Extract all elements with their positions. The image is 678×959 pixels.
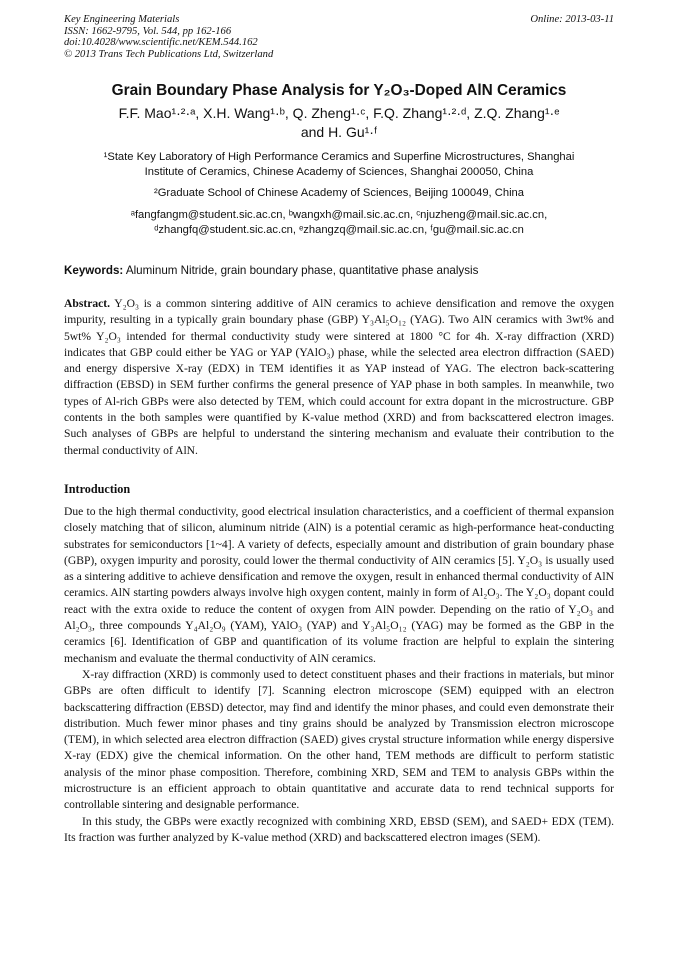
journal-header — [64, 14, 614, 60]
authors-line-2: and H. Gu¹·ᶠ — [300, 124, 378, 140]
abstract-label: Abstract. — [64, 297, 111, 310]
intro-paragraph-1: Due to the high thermal conductivity, good electrical insulation characteristics, and a coefficient of thermal expansion closely matching that of silicon, aluminum nitride (AlN) is a potential ceramic as high-performance heat-conducting substrates for semiconductors [1~4]. A variety of defects, especially amount and distribution of grain boundary phase (GBP), oxygen impurity and porosity, could lower the thermal conductivity of AlN ceramics [5]. Y₂O₃ is usually used as a sintering additive to achieve densification and remove the oxygen, result in enhanced thermal conductivity of AlN ceramics. AlN starting powders always involve high oxygen content, mainly in form of Al₂O₃. The Y₂O₃ dopant could react with the extra oxide to reduce the content of oxygen from AlN powder. Depending on the ratio of Y₂O₃ and Al₂O₃, three compounds Y₄Al₂O₉ (YAM), YAlO₃ (YAP) and Y₃Al₅O₁₂ (YAG) may be formed as the GBP in the ceramics [6]. Identification of GBP and quantification of its volume fraction are helpful to explain the sintering mechanism and evaluate the thermal conductivity of AlN ceramics. — [64, 505, 614, 665]
keywords-text: Aluminum Nitride, grain boundary phase, quantitative phase analysis — [125, 264, 479, 277]
authors-line-1: F.F. Mao¹·²·ᵃ, X.H. Wang¹·ᵇ, Q. Zheng¹·ᶜ, F.Q. Zhang¹·²·ᵈ, Z.Q. Zhang¹·ᵉ — [118, 105, 560, 121]
email-list — [60, 208, 618, 238]
intro-paragraph-2: X-ray diffraction (XRD) is commonly used to detect constituent phases and their fractions in materials, but minor GBPs are often difficult to identify [7]. Scanning electron microscope (SEM) equipped with an electron backscattering diffraction (EBSD) detector, may find and identify the minor phases, and could even demonstrate their distribution. Much fewer minor phases and tiny grains should be analyzed by Transmission electron microscope (TEM), in which selected area electron diffraction (SAED) gives crystal structure information while energy dispersive X-ray (EDX) give the chemical information. On the other hand, TEM methods are difficult to perform statistic analysis of the minor phase composition. Therefore, combining XRD, SEM and TEM to analysis GBPs within the microstructure is an efficient approach to obtain quantitative and accurate data to rend technical supports for controllable sintering and designable performance. — [64, 667, 614, 812]
online-date: Online: 2013-03-11 — [530, 14, 614, 25]
paper-title: Grain Boundary Phase Analysis for Y₂O₃-Doped AlN Ceramics — [111, 82, 567, 99]
author-list — [60, 104, 618, 142]
keywords — [64, 264, 619, 277]
affiliation-1 — [60, 150, 618, 180]
section-heading-introduction: Introduction — [64, 482, 131, 496]
affiliation-2: ²Graduate School of Chinese Academy of Sciences, Beijing 100049, China — [153, 187, 525, 199]
introduction-body — [64, 504, 614, 846]
email-line-1: ᵃfangfangm@student.sic.ac.cn, ᵇwangxh@mail.sic.ac.cn, ᶜnjuzheng@mail.sic.ac.cn, — [130, 209, 548, 221]
email-line-2: ᵈzhangfq@student.sic.ac.cn, ᵉzhangzq@mail.sic.ac.cn, ᶠgu@mail.sic.ac.cn — [154, 224, 524, 236]
abstract-text: Y₂O₃ is a common sintering additive of AlN ceramics to achieve densification and remove the oxygen impurity, resulting in a typically grain boundary phase (GBP) Y₃Al₅O₁₂ (YAG). Two AlN ceramics with 3wt% and 5wt% Y₂O₃ intended for thermal conductivity study were sintered at 1800 °C for 4h. X-ray diffraction (XRD) indicates that GBP could either be YAG or YAP (YAlO₃) phase, while the selected area electron diffraction (SAED) and energy dispersive X-ray (EDX) in TEM identifies it as YAP instead of YAG. The electron back-scattering diffraction (EBSD) in SEM further confirms the general presence of YAP phase in both samples. In meanwhile, two types of Al-rich GBPs were also detected by TEM, which could account for extra dopant in the microstructure. GBP contents in the both samples were quantified by K-value method (XRD) and from backscattered electron images. Such analyses of GBPs are helpful to understand the sintering mechanism and evaluate their contribution to the thermal conductivity of AlN. — [64, 297, 615, 457]
keywords-label: Keywords: — [64, 264, 124, 277]
issn-line: ISSN: 1662-9795, Vol. 544, pp 162-166 — [64, 25, 232, 37]
affiliation-1-line-1: ¹State Key Laboratory of High Performance Ceramics and Superfine Microstructures, Shanghai — [103, 151, 575, 163]
doi-line: doi:10.4028/www.scientific.net/KEM.544.162 — [64, 37, 258, 49]
intro-paragraph-3: In this study, the GBPs were exactly recognized with combining XRD, EBSD (SEM), and SAED+ EDX (TEM). Its fraction was further analyzed by K-value method (XRD) and backscattered electron images (SEM). — [64, 814, 614, 844]
copyright-line: © 2013 Trans Tech Publications Ltd, Switzerland — [64, 48, 274, 60]
journal-name: Key Engineering Materials — [64, 14, 180, 25]
abstract — [64, 296, 614, 459]
affiliation-1-line-2: Institute of Ceramics, Chinese Academy of Sciences, Shanghai 200050, China — [144, 166, 534, 178]
